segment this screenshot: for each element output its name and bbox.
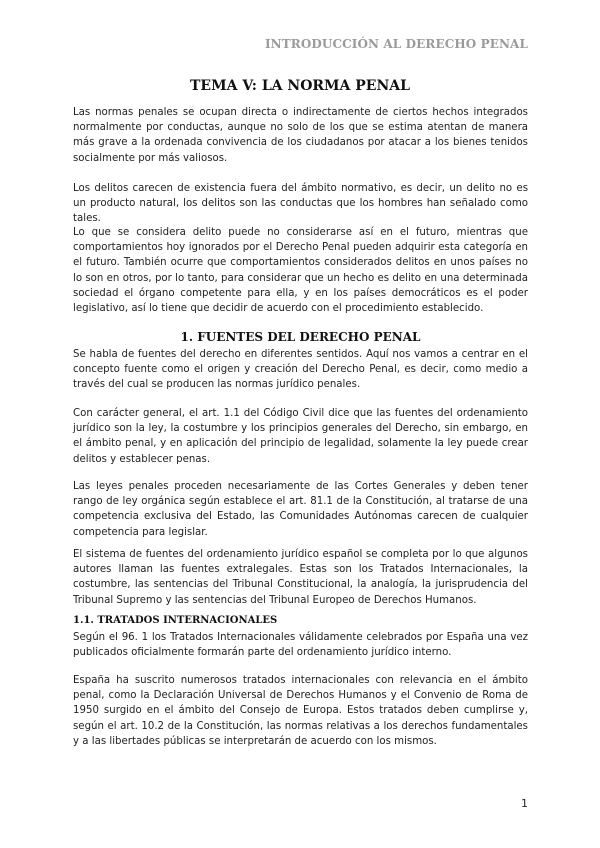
paragraph: El sistema de fuentes del ordenamiento jurídico español se completa por lo que algunos autores llaman las fuentes extralegales. Estas son los Tratados Internacionales, la costumbre, las sentencias del Tribunal Constitucional, la analogía, la jurisprudencia del Tribunal Supremo y las sentencias del Tribunal Europeo de Derechos Humanos. <box>73 549 528 606</box>
subsection-heading-tratados <box>73 615 528 626</box>
intro-paragraph-3 <box>73 225 528 316</box>
subsection-paragraph-2 <box>73 673 528 749</box>
section-heading: 1. FUENTES DEL DERECHO PENAL <box>180 330 421 344</box>
section-heading-fuentes <box>73 330 528 344</box>
subsection-paragraph-1 <box>73 630 528 660</box>
paragraph: Se habla de fuentes del derecho en diferentes sentidos. Aquí nos vamos a centrar en el concepto fuente como el origen y creación del Derecho Penal, es decir, como medio a través del cual se producen las normas jurídico penales. <box>73 349 528 391</box>
section1-paragraph-2 <box>73 406 528 467</box>
paragraph: Con carácter general, el art. 1.1 del Código Civil dice que las fuentes del ordenamiento jurídico son la ley, la costumbre y los principios generales del Derecho, sin embargo, en el ámbito penal, y en aplicación del principio de legalidad, solamente la ley puede crear delitos y establecer penas. <box>73 408 528 465</box>
section1-paragraph-3 <box>73 479 528 540</box>
paragraph: Las normas penales se ocupan directa o indirectamente de ciertos hechos integrados normalmente por conductas, aunque no solo de los que se estima atentan de manera más grave a la ordenada convivencia de los ciudadanos por atacar a los bienes tenidos socialmente por más valiosos. <box>73 107 528 164</box>
running-header: INTRODUCCIÓN AL DERECHO PENAL <box>264 37 528 51</box>
page-number: 1 <box>521 797 528 810</box>
section1-paragraph-4 <box>73 547 528 608</box>
section1-paragraph-1 <box>73 347 528 393</box>
paragraph: Las leyes penales proceden necesariamente de las Cortes Generales y deben tener rango de ley orgánica según establece el art. 81.1 de la Constitución, al tratarse de una competencia exclusiva del Estado, las Comunidades Autónomas carecen de cualquier competencia para legislar. <box>73 481 528 538</box>
intro-paragraph-2 <box>73 181 528 227</box>
intro-paragraph-1 <box>73 105 528 166</box>
subsection-heading: 1.1. TRATADOS INTERNACIONALES <box>73 615 278 626</box>
paragraph: Los delitos carecen de existencia fuera del ámbito normativo, es decir, un delito no es un producto natural, los delitos son las conductas que los hombres han señalado como tales. <box>73 183 528 225</box>
paragraph: Lo que se considera delito puede no considerarse así en el futuro, mientras que comportamientos hoy ignorados por el Derecho Penal pueden adquirir esta categoría en el futuro. También ocurre que comportamientos considerados delitos en unos países no lo son en otros, por lo tanto, para considerar que un hecho es delito en una determinada sociedad el órgano competente para ella, y en los países democráticos es el poder legislativo, así lo tiene que decidir de acuerdo con el procedimiento establecido. <box>73 227 528 315</box>
paragraph: España ha suscrito numerosos tratados internacionales con relevancia en el ámbito penal, como la Declaración Universal de Derechos Humanos y el Convenio de Roma de 1950 surgido en el ámbito del Consejo de Europa. Estos tratados deben cumplirse y, según el art. 10.2 de la Constitución, las normas relativas a los derechos fundamentales y a las libertades públicas se interpretarán de acuerdo con los mismos. <box>73 675 528 747</box>
paragraph: Según el 96. 1 los Tratados Internacionales válidamente celebrados por España una vez publicados oficialmente formarán parte del ordenamiento jurídico interno. <box>73 632 528 659</box>
document-title: TEMA V: LA NORMA PENAL <box>190 78 410 94</box>
